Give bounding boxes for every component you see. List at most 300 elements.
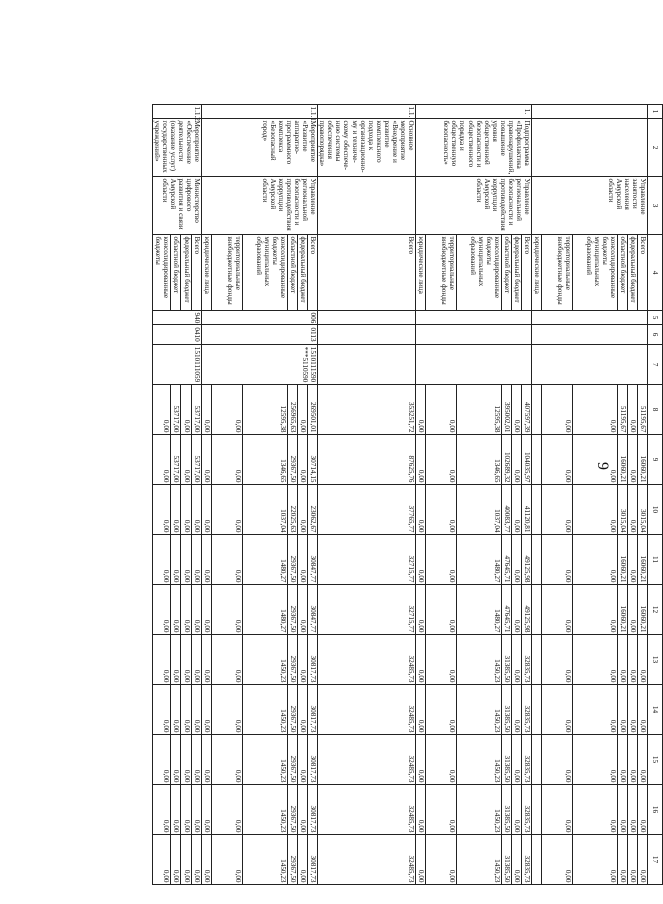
amount-cell: 29367,50 bbox=[288, 835, 298, 885]
amount-cell: 0,00 bbox=[416, 385, 426, 435]
amount-cell: 0,00 bbox=[416, 635, 426, 685]
amount-cell: 353251,72 bbox=[318, 385, 416, 435]
amount-cell: 0,00 bbox=[202, 635, 212, 685]
amount-cell: 0,00 bbox=[212, 385, 243, 435]
amount-cell: 0,00 bbox=[426, 535, 457, 585]
amount-cell: 0,00 bbox=[512, 385, 522, 435]
amount-cell: 49125,98 bbox=[522, 535, 532, 585]
item-name: Подпрограмма «Профилактика правонарушений, повышение уровня общественной безопасности и общественного порядка и общественную безопасность» bbox=[416, 119, 532, 177]
table-row bbox=[638, 105, 648, 885]
rotated-page bbox=[43, 104, 663, 884]
amount-cell: 29367,50 bbox=[288, 685, 298, 735]
amount-cell: 0,00 bbox=[152, 385, 170, 435]
item-number: 1.1.2. bbox=[152, 105, 201, 119]
amount-cell: 256965,63 bbox=[288, 385, 298, 435]
column-number: 9 bbox=[648, 435, 663, 485]
responsible-executor: Управление региональной безопасности и противодействия коррупции Амурской области bbox=[416, 177, 532, 235]
amount-cell: 0,00 bbox=[638, 835, 648, 885]
column-number: 8 bbox=[648, 385, 663, 435]
amount-cell: 0,00 bbox=[191, 785, 201, 835]
amount-cell: 1450,23 bbox=[457, 735, 502, 785]
amount-cell: 0,00 bbox=[416, 785, 426, 835]
amount-cell: 29367,50 bbox=[288, 535, 298, 585]
amount-cell: 32835,73 bbox=[522, 835, 532, 885]
funding-source: Всего bbox=[191, 235, 201, 311]
funding-source: Всего bbox=[638, 235, 648, 311]
amount-cell: 32835,73 bbox=[522, 785, 532, 835]
amount-cell: 0,00 bbox=[191, 735, 201, 785]
column-number: 16 bbox=[648, 785, 663, 835]
target-article-code: 1510111059 bbox=[152, 345, 201, 385]
table-row bbox=[308, 105, 318, 885]
funding-source: консолидированные бюджеты муниципальных образований bbox=[573, 235, 618, 311]
amount-cell: 0,00 bbox=[191, 535, 201, 585]
amount-cell: 32715,77 bbox=[318, 585, 416, 635]
amount-cell: 29367,50 bbox=[288, 785, 298, 835]
column-number: 14 bbox=[648, 685, 663, 735]
amount-cell: 0,00 bbox=[628, 735, 638, 785]
amount-cell: 0,00 bbox=[573, 385, 618, 435]
budget-table bbox=[152, 104, 663, 885]
amount-cell: 0,00 bbox=[152, 535, 170, 585]
amount-cell: 0,00 bbox=[170, 635, 180, 685]
amount-cell: 53717,00 bbox=[170, 385, 180, 435]
amount-cell: 1450,23 bbox=[243, 735, 288, 785]
amount-cell: 0,00 bbox=[170, 685, 180, 735]
amount-cell: 30847,77 bbox=[308, 535, 318, 585]
amount-cell: 0,00 bbox=[573, 585, 618, 635]
amount-cell: 49125,98 bbox=[522, 585, 532, 635]
amount-cell: 16060,21 bbox=[618, 585, 628, 635]
amount-cell: 47645,71 bbox=[502, 585, 512, 635]
amount-cell: 0,00 bbox=[181, 785, 191, 835]
amount-cell: 31385,50 bbox=[502, 835, 512, 885]
section-code bbox=[416, 325, 532, 345]
amount-cell: 23062,67 bbox=[308, 485, 318, 535]
amount-cell: 0,00 bbox=[426, 435, 457, 485]
amount-cell: 0,00 bbox=[512, 635, 522, 685]
funding-source: юридические лица bbox=[416, 235, 426, 311]
amount-cell: 32835,73 bbox=[522, 635, 532, 685]
column-number: 11 bbox=[648, 535, 663, 585]
amount-cell: 0,00 bbox=[212, 835, 243, 885]
item-number: 1.1. bbox=[318, 105, 416, 119]
amount-cell: 30817,73 bbox=[308, 685, 318, 735]
target-article-code: 1510111590 ***5110590 bbox=[202, 345, 318, 385]
column-number: 12 bbox=[648, 585, 663, 635]
funding-source: федеральный бюджет bbox=[512, 235, 522, 311]
amount-cell: 1346,65 bbox=[243, 435, 288, 485]
amount-cell: 32485,73 bbox=[318, 635, 416, 685]
amount-cell: 30714,15 bbox=[308, 435, 318, 485]
amount-cell: 29367,50 bbox=[288, 585, 298, 635]
amount-cell: 0,00 bbox=[212, 485, 243, 535]
amount-cell: 0,00 bbox=[512, 535, 522, 585]
amount-cell: 0,00 bbox=[202, 735, 212, 785]
amount-cell: 1450,23 bbox=[457, 785, 502, 835]
amount-cell: 0,00 bbox=[170, 735, 180, 785]
header-row bbox=[648, 105, 663, 885]
amount-cell: 0,00 bbox=[618, 685, 628, 735]
amount-cell: 1480,27 bbox=[457, 585, 502, 635]
page-number: 9 bbox=[594, 462, 611, 470]
amount-cell: 0,00 bbox=[152, 435, 170, 485]
funding-source: федеральный бюджет bbox=[628, 235, 638, 311]
grbs-code bbox=[318, 311, 416, 325]
amount-cell: 0,00 bbox=[181, 835, 191, 885]
funding-source: Всего bbox=[522, 235, 532, 311]
table-row bbox=[191, 105, 201, 885]
amount-cell: 0,00 bbox=[170, 585, 180, 635]
amount-cell: 0,00 bbox=[181, 735, 191, 785]
column-number: 17 bbox=[648, 835, 663, 885]
amount-cell: 0,00 bbox=[426, 735, 457, 785]
amount-cell: 1450,23 bbox=[243, 785, 288, 835]
amount-cell: 0,00 bbox=[512, 685, 522, 735]
amount-cell: 0,00 bbox=[202, 435, 212, 485]
amount-cell: 40083,77 bbox=[502, 485, 512, 535]
amount-cell: 31385,50 bbox=[502, 785, 512, 835]
amount-cell bbox=[532, 685, 542, 735]
amount-cell: 0,00 bbox=[512, 435, 522, 485]
amount-cell: 0,00 bbox=[542, 485, 573, 535]
amount-cell: 16060,21 bbox=[618, 535, 628, 585]
responsible-executor: Управление занятости населения Амурской области bbox=[532, 177, 648, 235]
funding-source: юридические лица bbox=[532, 235, 542, 311]
amount-cell: 0,00 bbox=[181, 435, 191, 485]
amount-cell: 0,00 bbox=[638, 635, 648, 685]
amount-cell: 0,00 bbox=[298, 685, 308, 735]
amount-cell: 0,00 bbox=[628, 435, 638, 485]
amount-cell: 32715,77 bbox=[318, 535, 416, 585]
responsible-executor bbox=[318, 177, 416, 235]
amount-cell: 0,00 bbox=[170, 785, 180, 835]
amount-cell: 0,00 bbox=[573, 635, 618, 685]
amount-cell: 0,00 bbox=[426, 585, 457, 635]
amount-cell: 3015,04 bbox=[638, 485, 648, 535]
amount-cell: 0,00 bbox=[542, 735, 573, 785]
amount-cell: 0,00 bbox=[542, 685, 573, 735]
table-body bbox=[152, 105, 647, 885]
amount-cell: 0,00 bbox=[542, 535, 573, 585]
funding-source: территориальные внебюджетные фонды bbox=[542, 235, 573, 311]
amount-cell: 1450,23 bbox=[243, 635, 288, 685]
amount-cell: 1450,23 bbox=[243, 835, 288, 885]
amount-cell: 1037,04 bbox=[243, 485, 288, 535]
amount-cell: 0,00 bbox=[416, 485, 426, 535]
amount-cell: 0,00 bbox=[202, 485, 212, 535]
amount-cell: 0,00 bbox=[170, 835, 180, 885]
amount-cell: 53717,00 bbox=[191, 385, 201, 435]
funding-source: Всего bbox=[318, 235, 416, 311]
amount-cell: 0,00 bbox=[298, 635, 308, 685]
item-name bbox=[532, 119, 648, 177]
amount-cell: 53717,00 bbox=[191, 435, 201, 485]
amount-cell: 30817,73 bbox=[308, 635, 318, 685]
amount-cell: 53717,00 bbox=[170, 435, 180, 485]
amount-cell: 0,00 bbox=[298, 735, 308, 785]
amount-cell: 1037,04 bbox=[457, 485, 502, 535]
amount-cell: 29367,50 bbox=[288, 435, 298, 485]
amount-cell: 0,00 bbox=[298, 785, 308, 835]
amount-cell: 0,00 bbox=[212, 685, 243, 735]
amount-cell: 0,00 bbox=[628, 835, 638, 885]
amount-cell: 30817,73 bbox=[308, 785, 318, 835]
funding-source: консолидированные бюджеты муниципальных образований bbox=[243, 235, 288, 311]
amount-cell: 87625,76 bbox=[318, 435, 416, 485]
amount-cell: 0,00 bbox=[512, 835, 522, 885]
amount-cell: 16060,21 bbox=[618, 435, 628, 485]
column-number: 5 bbox=[648, 311, 663, 325]
column-number: 1 bbox=[648, 105, 663, 119]
amount-cell bbox=[532, 735, 542, 785]
amount-cell: 407597,39 bbox=[522, 385, 532, 435]
amount-cell: 0,00 bbox=[512, 785, 522, 835]
amount-cell: 32485,73 bbox=[318, 835, 416, 885]
amount-cell bbox=[532, 785, 542, 835]
amount-cell: 0,00 bbox=[512, 585, 522, 635]
column-number: 2 bbox=[648, 119, 663, 177]
table-row bbox=[318, 105, 416, 885]
column-number: 15 bbox=[648, 735, 663, 785]
section-code: 0113 bbox=[202, 325, 318, 345]
section-code bbox=[318, 325, 416, 345]
amount-cell: 0,00 bbox=[152, 835, 170, 885]
amount-cell: 0,00 bbox=[298, 585, 308, 635]
funding-source: территориальные внебюджетные фонды bbox=[212, 235, 243, 311]
amount-cell bbox=[532, 635, 542, 685]
amount-cell: 0,00 bbox=[181, 485, 191, 535]
amount-cell: 31385,50 bbox=[502, 735, 512, 785]
item-name: Основное мероприятие «Внедрение и развитие комплексного подхода к организационно-му и техниче-скому обеспече-нию системы обеспечения правопорядка» bbox=[318, 119, 416, 177]
amount-cell: 0,00 bbox=[573, 685, 618, 735]
funding-source: областной бюджет bbox=[288, 235, 298, 311]
amount-cell: 3015,04 bbox=[618, 485, 628, 535]
amount-cell: 0,00 bbox=[426, 835, 457, 885]
amount-cell: 0,00 bbox=[416, 585, 426, 635]
amount-cell: 102689,32 bbox=[502, 435, 512, 485]
amount-cell: 0,00 bbox=[638, 735, 648, 785]
amount-cell: 0,00 bbox=[181, 635, 191, 685]
amount-cell: 0,00 bbox=[152, 635, 170, 685]
amount-cell: 16060,21 bbox=[638, 585, 648, 635]
amount-cell: 0,00 bbox=[298, 835, 308, 885]
amount-cell: 41120,81 bbox=[522, 485, 532, 535]
amount-cell: 0,00 bbox=[573, 435, 618, 485]
amount-cell: 31385,50 bbox=[502, 685, 512, 735]
amount-cell: 16060,21 bbox=[638, 535, 648, 585]
amount-cell: 32835,73 bbox=[522, 685, 532, 735]
funding-source: федеральный бюджет bbox=[181, 235, 191, 311]
item-number: 1.1.1. bbox=[202, 105, 318, 119]
funding-source: областной бюджет bbox=[170, 235, 180, 311]
amount-cell: 0,00 bbox=[181, 685, 191, 735]
amount-cell: 0,00 bbox=[298, 385, 308, 435]
amount-cell: 16060,21 bbox=[638, 435, 648, 485]
amount-cell: 269501,01 bbox=[308, 385, 318, 435]
amount-cell: 47645,71 bbox=[502, 535, 512, 585]
amount-cell: 30847,77 bbox=[308, 585, 318, 635]
amount-cell: 0,00 bbox=[512, 735, 522, 785]
amount-cell: 0,00 bbox=[416, 535, 426, 585]
amount-cell: 0,00 bbox=[628, 485, 638, 535]
target-article-code bbox=[532, 345, 648, 385]
item-name: Мероприятие «Обеспечение деятельности (оказание услуг) государственных учреждений» bbox=[152, 119, 201, 177]
item-number: 1. bbox=[416, 105, 532, 119]
amount-cell bbox=[532, 535, 542, 585]
amount-cell: 0,00 bbox=[426, 385, 457, 435]
amount-cell: 0,00 bbox=[426, 685, 457, 735]
section-code bbox=[532, 325, 648, 345]
amount-cell: 0,00 bbox=[618, 735, 628, 785]
amount-cell: 0,00 bbox=[202, 535, 212, 585]
amount-cell: 0,00 bbox=[638, 785, 648, 835]
amount-cell: 0,00 bbox=[638, 685, 648, 735]
amount-cell: 0,00 bbox=[573, 835, 618, 885]
grbs-code: 940 bbox=[152, 311, 201, 325]
amount-cell: 0,00 bbox=[181, 535, 191, 585]
target-article-code bbox=[416, 345, 532, 385]
amount-cell: 0,00 bbox=[628, 385, 638, 435]
amount-cell: 0,00 bbox=[202, 835, 212, 885]
funding-source: консолидированные бюджеты bbox=[152, 235, 170, 311]
amount-cell: 0,00 bbox=[542, 635, 573, 685]
amount-cell: 1480,27 bbox=[243, 535, 288, 585]
amount-cell: 0,00 bbox=[191, 835, 201, 885]
amount-cell: 30817,73 bbox=[308, 835, 318, 885]
amount-cell: 0,00 bbox=[152, 735, 170, 785]
amount-cell: 0,00 bbox=[191, 635, 201, 685]
amount-cell: 0,00 bbox=[542, 785, 573, 835]
amount-cell: 0,00 bbox=[298, 535, 308, 585]
column-number: 6 bbox=[648, 325, 663, 345]
funding-source: федеральный бюджет bbox=[298, 235, 308, 311]
amount-cell: 0,00 bbox=[212, 435, 243, 485]
amount-cell: 395002,01 bbox=[502, 385, 512, 435]
amount-cell: 0,00 bbox=[212, 735, 243, 785]
amount-cell: 0,00 bbox=[618, 785, 628, 835]
amount-cell: 0,00 bbox=[152, 685, 170, 735]
amount-cell: 0,00 bbox=[573, 535, 618, 585]
amount-cell: 0,00 bbox=[542, 435, 573, 485]
amount-cell: 0,00 bbox=[512, 485, 522, 535]
section-code: 0410 bbox=[152, 325, 201, 345]
amount-cell: 32835,73 bbox=[522, 735, 532, 785]
amount-cell: 51195,67 bbox=[638, 385, 648, 435]
amount-cell: 0,00 bbox=[628, 585, 638, 635]
funding-source: Всего bbox=[308, 235, 318, 311]
amount-cell: 0,00 bbox=[202, 785, 212, 835]
amount-cell: 0,00 bbox=[212, 535, 243, 585]
column-number: 13 bbox=[648, 635, 663, 685]
amount-cell: 0,00 bbox=[426, 485, 457, 535]
amount-cell: 104035,97 bbox=[522, 435, 532, 485]
amount-cell: 0,00 bbox=[416, 685, 426, 735]
amount-cell: 0,00 bbox=[202, 685, 212, 735]
amount-cell: 0,00 bbox=[170, 535, 180, 585]
column-number: 10 bbox=[648, 485, 663, 535]
amount-cell: 32485,73 bbox=[318, 735, 416, 785]
amount-cell: 0,00 bbox=[542, 835, 573, 885]
amount-cell: 0,00 bbox=[152, 585, 170, 635]
amount-cell: 0,00 bbox=[181, 585, 191, 635]
amount-cell: 0,00 bbox=[202, 585, 212, 635]
amount-cell: 0,00 bbox=[628, 535, 638, 585]
amount-cell: 1450,23 bbox=[457, 635, 502, 685]
amount-cell: 29367,50 bbox=[288, 635, 298, 685]
amount-cell: 0,00 bbox=[170, 485, 180, 535]
amount-cell: 22025,63 bbox=[288, 485, 298, 535]
amount-cell: 0,00 bbox=[628, 635, 638, 685]
amount-cell: 0,00 bbox=[573, 735, 618, 785]
amount-cell: 0,00 bbox=[416, 435, 426, 485]
amount-cell: 0,00 bbox=[191, 585, 201, 635]
amount-cell: 0,00 bbox=[191, 685, 201, 735]
amount-cell: 0,00 bbox=[298, 485, 308, 535]
amount-cell: 0,00 bbox=[573, 785, 618, 835]
amount-cell bbox=[532, 585, 542, 635]
amount-cell: 0,00 bbox=[416, 735, 426, 785]
responsible-executor: Управление региональной безопасности и противодействия коррупции Амурской области bbox=[202, 177, 318, 235]
amount-cell: 0,00 bbox=[628, 785, 638, 835]
amount-cell: 0,00 bbox=[212, 785, 243, 835]
amount-cell: 37765,77 bbox=[318, 485, 416, 535]
column-number: 3 bbox=[648, 177, 663, 235]
amount-cell bbox=[532, 435, 542, 485]
funding-source: юридические лица bbox=[202, 235, 212, 311]
amount-cell: 31385,50 bbox=[502, 635, 512, 685]
amount-cell: 0,00 bbox=[542, 585, 573, 635]
amount-cell: 0,00 bbox=[152, 785, 170, 835]
amount-cell: 0,00 bbox=[212, 585, 243, 635]
amount-cell: 0,00 bbox=[298, 435, 308, 485]
column-number: 4 bbox=[648, 235, 663, 311]
target-article-code bbox=[318, 345, 416, 385]
amount-cell: 1450,23 bbox=[243, 685, 288, 735]
amount-cell bbox=[532, 835, 542, 885]
funding-source: областной бюджет bbox=[502, 235, 512, 311]
amount-cell: 0,00 bbox=[628, 685, 638, 735]
amount-cell: 1480,27 bbox=[457, 535, 502, 585]
amount-cell: 0,00 bbox=[542, 385, 573, 435]
amount-cell: 51195,67 bbox=[618, 385, 628, 435]
amount-cell: 0,00 bbox=[191, 485, 201, 535]
amount-cell: 1450,23 bbox=[457, 835, 502, 885]
grbs-code: 006 bbox=[202, 311, 318, 325]
amount-cell: 0,00 bbox=[152, 485, 170, 535]
amount-cell bbox=[532, 485, 542, 535]
amount-cell: 32485,73 bbox=[318, 785, 416, 835]
amount-cell: 0,00 bbox=[618, 635, 628, 685]
amount-cell: 32485,73 bbox=[318, 685, 416, 735]
amount-cell: 12595,38 bbox=[457, 385, 502, 435]
item-number bbox=[532, 105, 648, 119]
amount-cell: 29367,50 bbox=[288, 735, 298, 785]
amount-cell: 0,00 bbox=[416, 835, 426, 885]
amount-cell: 1346,65 bbox=[457, 435, 502, 485]
table-row bbox=[522, 105, 532, 885]
grbs-code bbox=[416, 311, 532, 325]
amount-cell: 0,00 bbox=[202, 385, 212, 435]
funding-source: областной бюджет bbox=[618, 235, 628, 311]
amount-cell bbox=[532, 385, 542, 435]
responsible-executor: Министерство цифрового развития и связи Амурской области bbox=[152, 177, 201, 235]
amount-cell: 0,00 bbox=[212, 635, 243, 685]
funding-source: консолидированные бюджеты муниципальных образований bbox=[457, 235, 502, 311]
grbs-code bbox=[532, 311, 648, 325]
amount-cell: 0,00 bbox=[426, 635, 457, 685]
amount-cell: 0,00 bbox=[426, 785, 457, 835]
